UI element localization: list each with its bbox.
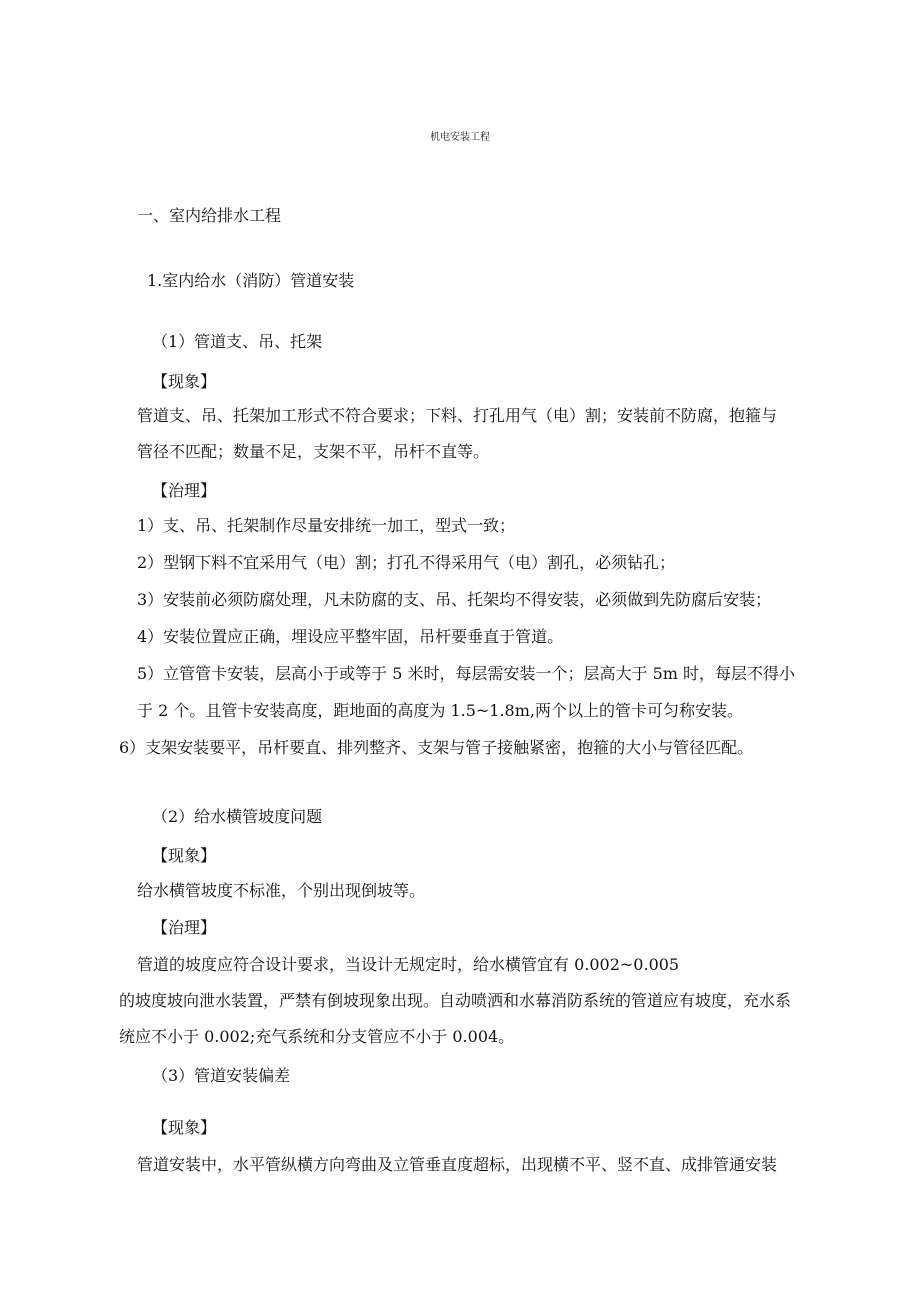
list-item: 2）型钢下料不宜采用气（电）割；打孔不得采用气（电）割孔，必须钻孔；: [137, 553, 676, 572]
phenomenon-label: 【现象】: [152, 846, 217, 865]
list-item: 1）支、吊、托架制作尽量安排统一加工，型式一致；: [137, 516, 516, 535]
paragraph-line: 管道安装中，水平管纵横方向弯曲及立管垂直度超标，出现横不平、竖不直、成排管通安装: [137, 1155, 778, 1174]
subsection-heading: 1.室内给水（消防）管道安装: [147, 271, 355, 290]
item-heading: （2）给水横管坡度问题: [152, 807, 323, 826]
section-heading: 一、室内给排水工程: [137, 206, 282, 225]
paragraph-line: 统应不小于 0.002;充气系统和分支管应不小于 0.004。: [119, 1027, 515, 1046]
paragraph-line: 管道的坡度应符合设计要求，当设计无规定时，给水横管宜有 0.002~0.005: [137, 955, 680, 974]
item-heading: （3）管道安装偏差: [152, 1066, 291, 1085]
treatment-label: 【治理】: [152, 918, 217, 937]
list-item: 4）安装位置应正确，埋设应平整牢固，吊杆要垂直于管道。: [137, 627, 564, 646]
list-item: 5）立管管卡安装，层高小于或等于 5 米时，每层需安装一个；层高大于 5m 时，每层不得小: [137, 664, 796, 683]
list-item: 6）支架安装要平，吊杆要直、排列整齐、支架与管子接触紧密，抱箍的大小与管径匹配。: [119, 738, 754, 757]
phenomenon-label: 【现象】: [152, 372, 217, 391]
list-item-continued: 于 2 个。且管卡安装高度，距地面的高度为 1.5~1.8m,两个以上的管卡可匀称安装。: [137, 701, 743, 720]
page-title: 机电安装工程: [430, 132, 490, 143]
paragraph-line: 管道支、吊、托架加工形式不符合要求；下料、打孔用气（电）割；安装前不防腐，抱箍与: [137, 406, 778, 425]
paragraph-line: 给水横管坡度不标准，个别出现倒坡等。: [137, 881, 426, 900]
item-heading: （1）管道支、吊、托架: [152, 332, 323, 351]
list-item: 3）安装前必须防腐处理，凡未防腐的支、吊、托架均不得安装，必须做到先防腐后安装；: [137, 590, 772, 609]
phenomenon-label: 【现象】: [152, 1118, 217, 1137]
paragraph-line: 管径不匹配；数量不足，支架不平，吊杆不直等。: [137, 442, 490, 461]
treatment-label: 【治理】: [152, 481, 217, 500]
paragraph-line: 的坡度坡向泄水装置，严禁有倒坡现象出现。自动喷洒和水幕消防系统的管道应有坡度，充水系: [119, 991, 792, 1010]
